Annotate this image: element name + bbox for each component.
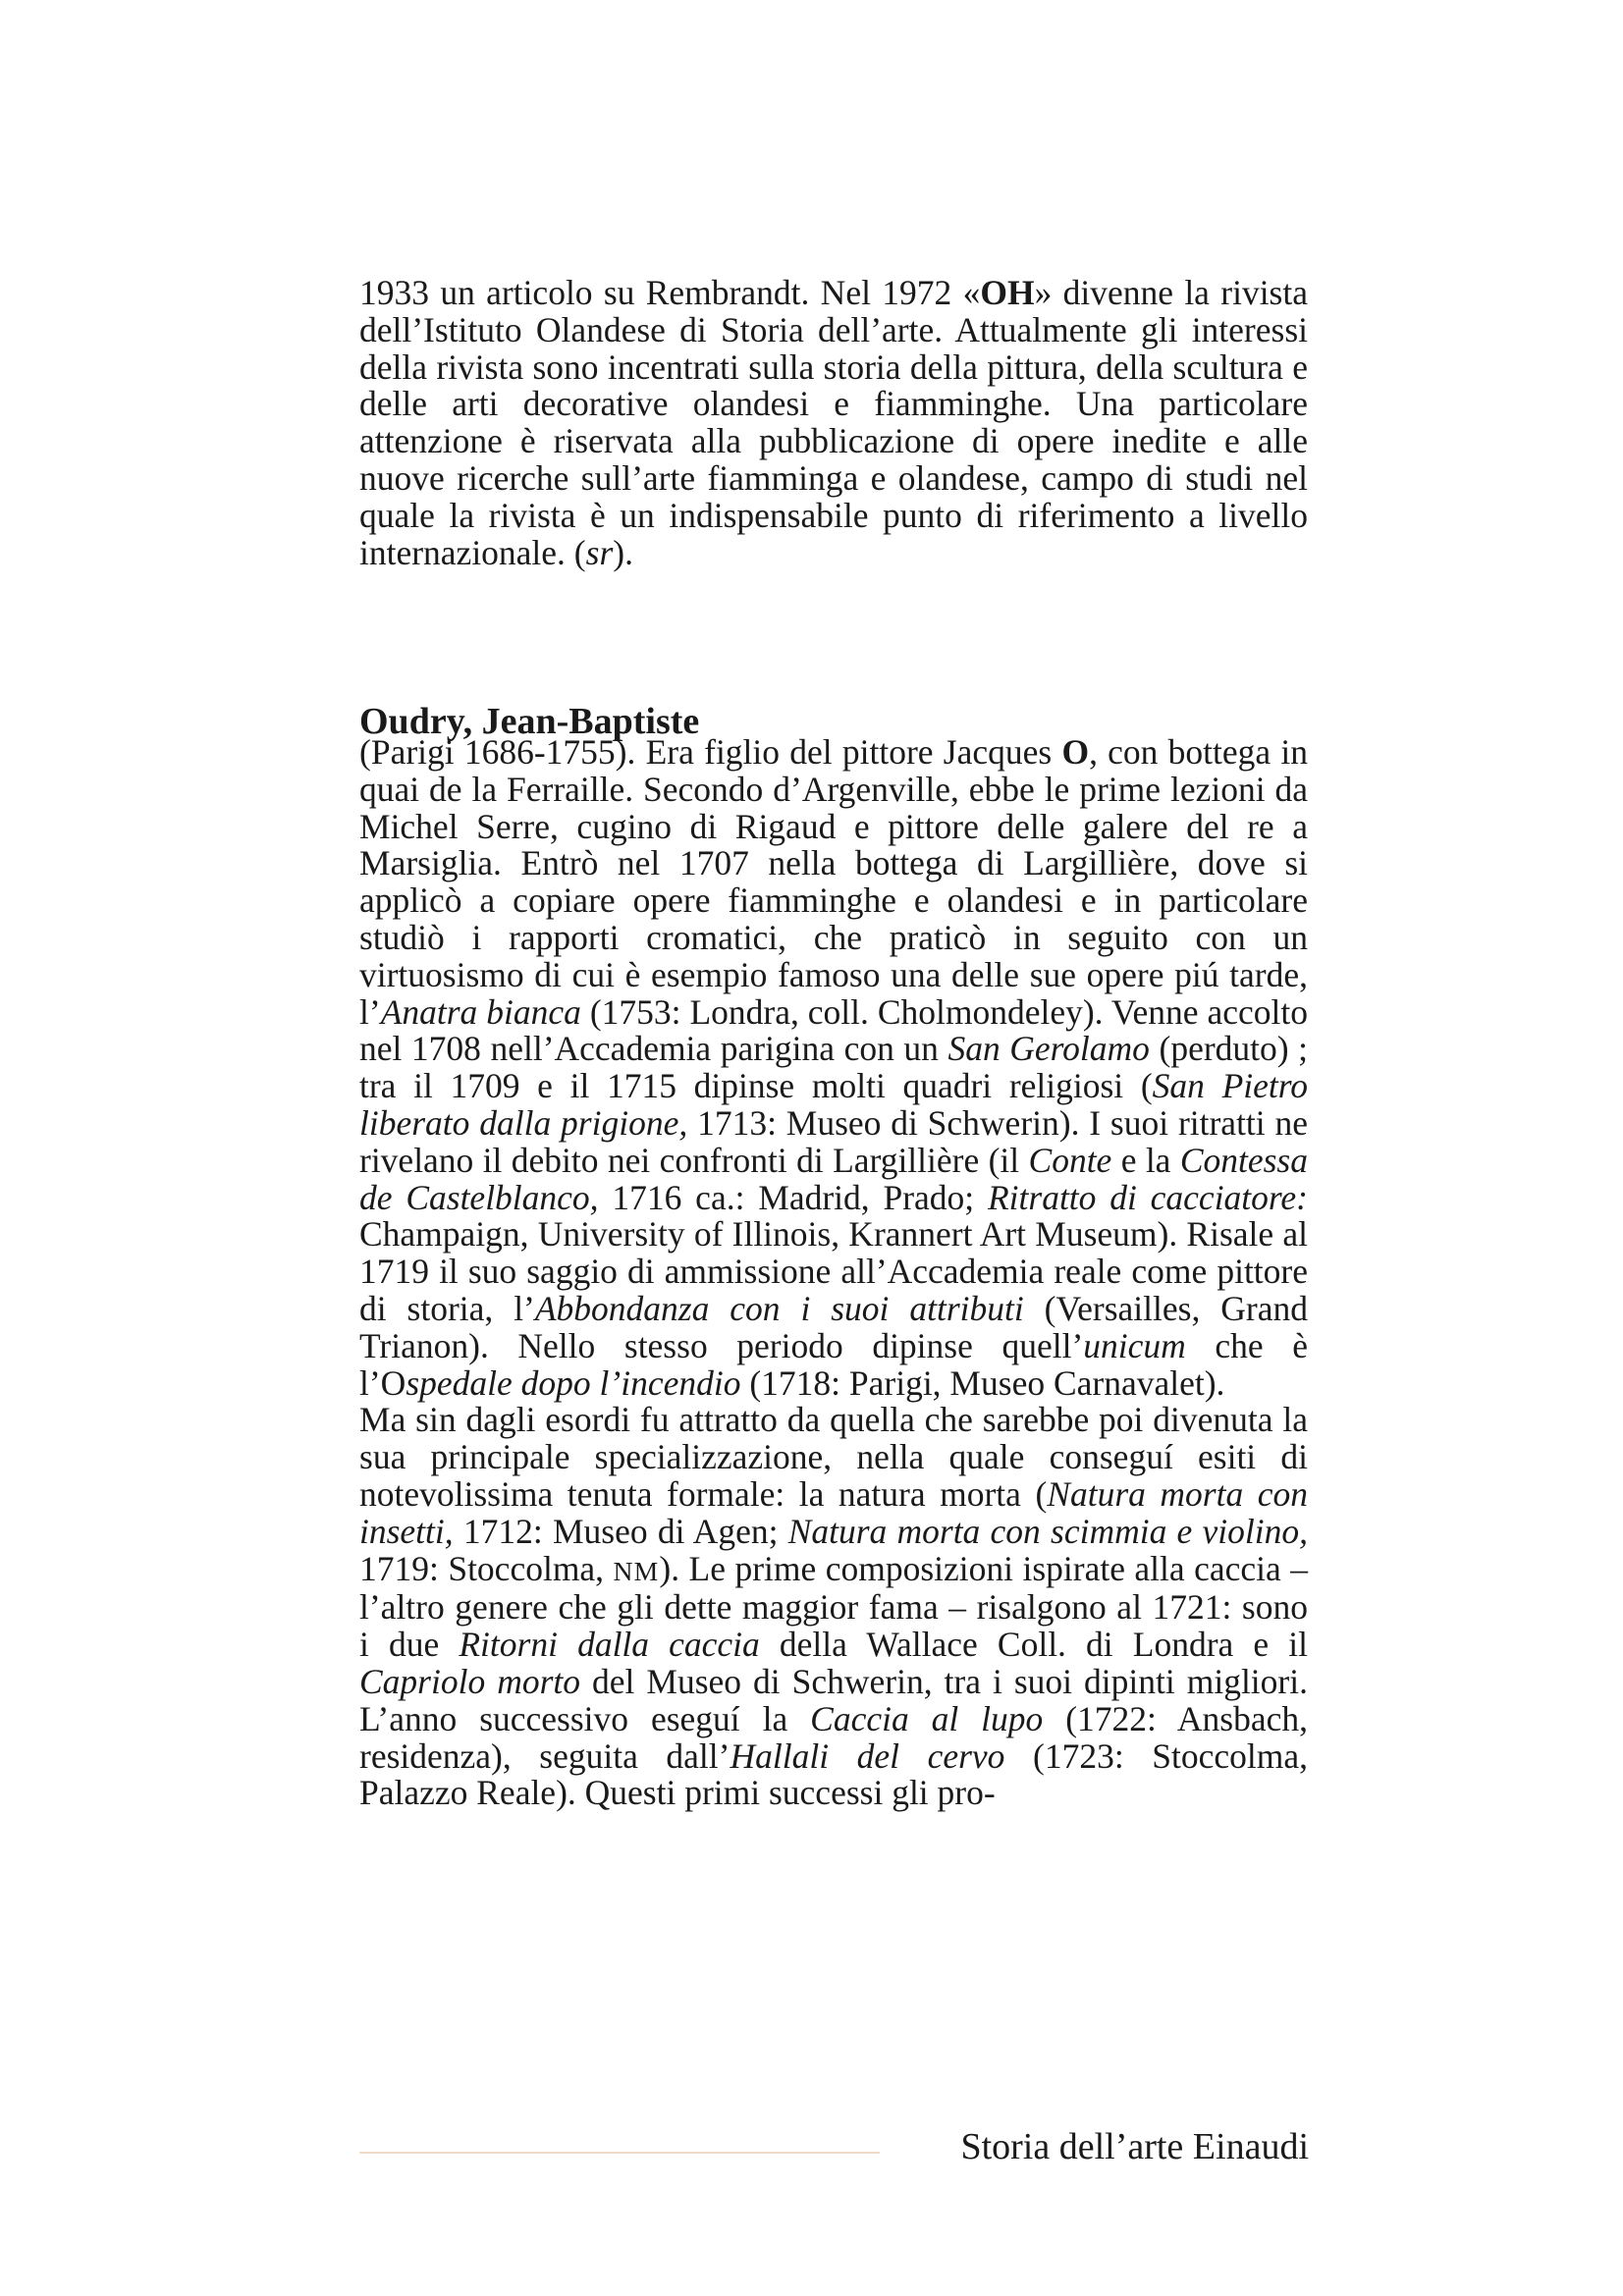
artwork-title: Hallali del cervo [730, 1735, 1005, 1776]
artwork-title: Natura morta con scimmia e violino, [787, 1511, 1308, 1551]
artwork-title: Abbondanza con i suoi attributi [534, 1288, 1024, 1328]
text-run: della Wallace Coll. di Londra e il [759, 1625, 1309, 1665]
text-run: e la [1111, 1140, 1180, 1180]
text-run: 1719: Stoccolma, [359, 1548, 614, 1588]
text-run: Champaign, University of Illinois, Krannert Art Museum). Risale al 1719 il suo saggio di ammissione all’Accademia reale come pittore di storia, l’ [359, 1214, 1308, 1328]
intro-text-part: 1933 un articolo su Rembrandt. Nel 1972 « [359, 273, 981, 312]
text-run: ). Le prime composizioni ispirate alla caccia – l’altro genere che gli dette maggior fama – risalgono al 1721: sono i due [359, 1548, 1308, 1665]
entry-paragraph-2 [359, 1402, 1308, 1812]
artwork-title: San Pietro liberato dalla prigione, [359, 1066, 1309, 1143]
entry-body [359, 734, 1308, 1812]
artwork-title: Contessa de Castelblanco, [359, 1140, 1308, 1217]
author-initials: sr [585, 532, 614, 572]
artwork-title: Conte [1028, 1140, 1112, 1180]
entry-paragraph-1 [359, 734, 1308, 1402]
artwork-title: Ritorni dalla caccia [459, 1625, 760, 1665]
artist-initial: O [1061, 732, 1090, 772]
text-run: , con bottega in quai de la Ferraille. Secondo d’Argenville, ebbe le prime lezioni da Michel Serre, cugino di Rigaud e pittore delle galere del re a Marsiglia. Entrò nel 1707 nella bottega di Largillière, dove si applicò a copiare opere fiamminghe e olandesi e in particolare studiò i rapporti cromatici, che praticò in seguito con un virtuosismo di cui è esempio famoso una delle sue opere piú tarde, l’ [359, 732, 1309, 1032]
text-run: NM [613, 1555, 660, 1586]
footer-publisher-label: Storia dell’arte Einaudi [960, 2126, 1309, 2167]
artwork-title: unicum [1083, 1325, 1186, 1365]
text-run: del Museo di Schwerin, tra i suoi dipinti migliori. L’anno successivo eseguí la [359, 1661, 1308, 1738]
text-run: 1713: Museo di Schwerin). I suoi ritratti ne rivelano il debito nei confronti di Largillière (il [359, 1102, 1308, 1180]
text-run: (1753: Londra, coll. Cholmondeley). Venne accolto nel 1708 nell’Accademia parigina con un [359, 991, 1309, 1069]
artwork-title: Ritratto di cacciatore: [987, 1177, 1308, 1217]
journal-abbreviation: OH [980, 273, 1035, 312]
text-run: (1718: Parigi, Museo Carnavalet). [740, 1362, 1225, 1403]
text-run: (perduto) ; tra il 1709 e il 1715 dipinse molti quadri religiosi ( [359, 1029, 1308, 1106]
artwork-title: Anatra bianca [380, 991, 581, 1032]
text-run: 1712: Museo di Agen; [453, 1511, 788, 1551]
text-run: (1722: Ansbach, residenza), seguita dall’ [359, 1698, 1308, 1776]
intro-text [359, 275, 1308, 571]
entry-heading: Oudry, Jean-Baptiste [359, 701, 700, 742]
text-run: che è l’O [359, 1325, 1308, 1403]
intro-text-part: ). [613, 532, 633, 572]
text-run: 1716 ca.: Madrid, Prado; [598, 1177, 988, 1217]
text-run: Ma sin dagli esordi fu attratto da quella che sarebbe poi divenuta la sua principale specializzazione, nella quale conseguí esiti di notevolissima tenuta formale: la natura morta ( [359, 1400, 1308, 1514]
artwork-title: Natura morta con insetti, [359, 1473, 1309, 1551]
artwork-title: San Gerolamo [947, 1029, 1150, 1069]
intro-paragraph [359, 275, 1308, 571]
footer-rule [359, 2152, 880, 2154]
intro-text-part: » divenne la rivista dell’Istituto Olandese di Storia dell’arte. Attualmente gli interessi della rivista sono incentrati sulla storia della pittura, della scultura e delle arti decorative olandesi e fiamminghe. Una particolare attenzione è riservata alla pubblicazione di opere inedite e alle nuove ricerche sull’arte fiamminga e olandese, campo di studi nel quale la rivista è un indispensabile punto di riferimento a livello internazionale. ( [359, 273, 1308, 572]
text-run: (Parigi 1686-1755). Era figlio del pittore Jacques [359, 732, 1062, 772]
artwork-title: spedale dopo l’incendio [406, 1362, 741, 1403]
artwork-title: Capriolo morto [359, 1661, 581, 1701]
text-run: (Versailles, Grand Trianon). Nello stesso periodo dipinse quell’ [359, 1288, 1308, 1365]
artwork-title: Caccia al lupo [810, 1698, 1044, 1738]
text-run: (1723: Stoccolma, Palazzo Reale). Questi primi successi gli pro- [359, 1735, 1308, 1813]
